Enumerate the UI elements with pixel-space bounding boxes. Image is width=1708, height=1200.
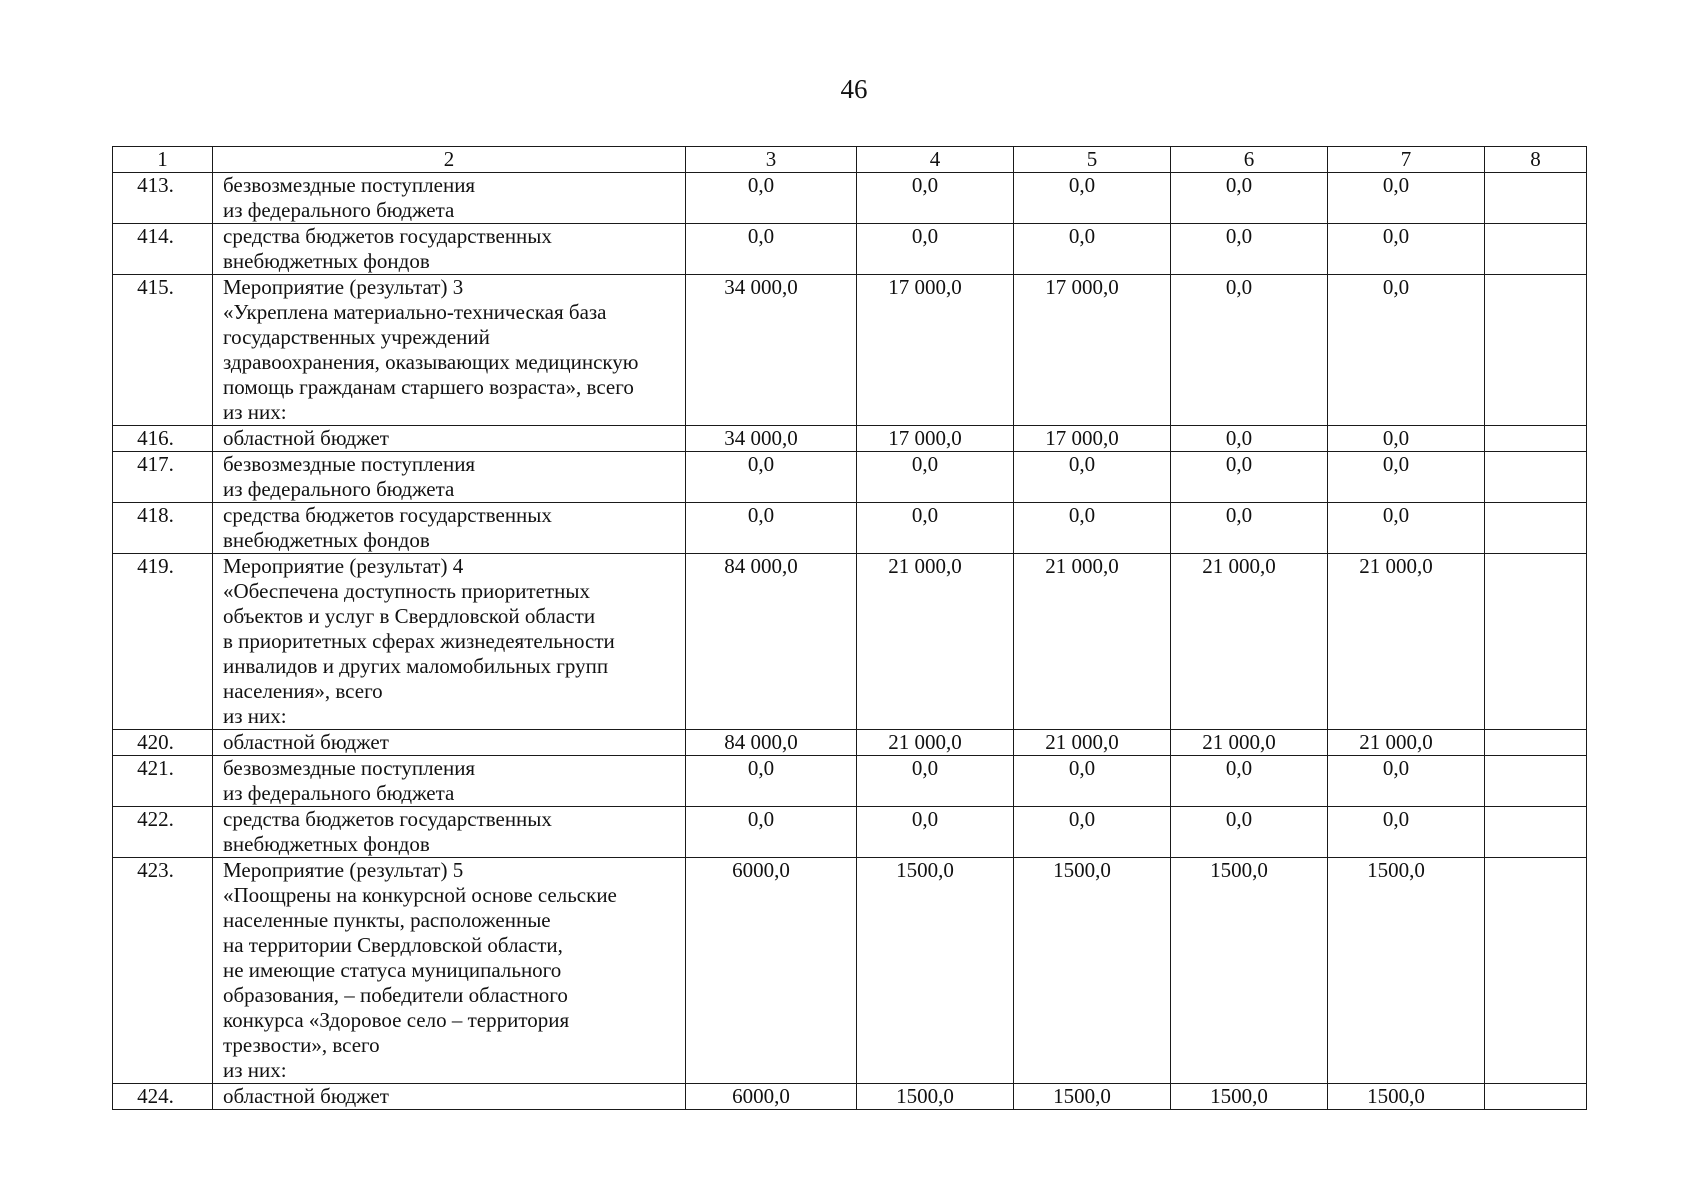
row-number: 419. xyxy=(113,554,213,730)
row-description: безвозмездные поступления из федерального бюджета xyxy=(213,173,686,224)
table-row xyxy=(113,554,1587,730)
value-cell-col-8 xyxy=(1485,730,1587,756)
value-cell-col-3: 0,0 xyxy=(686,173,857,224)
value-cell-col-6: 0,0 xyxy=(1171,426,1328,452)
value-cell-col-6: 0,0 xyxy=(1171,173,1328,224)
row-description: областной бюджет xyxy=(213,730,686,756)
table-row xyxy=(113,858,1587,1084)
table-row xyxy=(113,426,1587,452)
value-cell-col-7: 21 000,0 xyxy=(1328,730,1485,756)
value-cell-col-7: 0,0 xyxy=(1328,224,1485,275)
row-number: 424. xyxy=(113,1084,213,1110)
value-cell-col-4: 0,0 xyxy=(857,756,1014,807)
value-cell-col-6: 1500,0 xyxy=(1171,1084,1328,1110)
value-cell-col-7: 0,0 xyxy=(1328,452,1485,503)
value-cell-col-7: 0,0 xyxy=(1328,503,1485,554)
column-header-7: 7 xyxy=(1328,147,1485,173)
value-cell-col-8 xyxy=(1485,858,1587,1084)
value-cell-col-3: 34 000,0 xyxy=(686,275,857,426)
value-cell-col-5: 17 000,0 xyxy=(1014,426,1171,452)
column-header-1: 1 xyxy=(113,147,213,173)
value-cell-col-8 xyxy=(1485,503,1587,554)
column-header-2: 2 xyxy=(213,147,686,173)
value-cell-col-6: 0,0 xyxy=(1171,275,1328,426)
row-number: 416. xyxy=(113,426,213,452)
value-cell-col-3: 6000,0 xyxy=(686,1084,857,1110)
table-row xyxy=(113,807,1587,858)
value-cell-col-3: 0,0 xyxy=(686,503,857,554)
row-description: областной бюджет xyxy=(213,1084,686,1110)
row-number: 418. xyxy=(113,503,213,554)
value-cell-col-5: 0,0 xyxy=(1014,173,1171,224)
value-cell-col-3: 0,0 xyxy=(686,807,857,858)
value-cell-col-4: 0,0 xyxy=(857,503,1014,554)
row-number: 423. xyxy=(113,858,213,1084)
value-cell-col-6: 1500,0 xyxy=(1171,858,1328,1084)
value-cell-col-4: 0,0 xyxy=(857,173,1014,224)
column-header-8: 8 xyxy=(1485,147,1587,173)
value-cell-col-4: 21 000,0 xyxy=(857,554,1014,730)
table-row xyxy=(113,1084,1587,1110)
row-number: 421. xyxy=(113,756,213,807)
value-cell-col-8 xyxy=(1485,173,1587,224)
table-row xyxy=(113,173,1587,224)
value-cell-col-5: 21 000,0 xyxy=(1014,554,1171,730)
column-header-6: 6 xyxy=(1171,147,1328,173)
row-number: 413. xyxy=(113,173,213,224)
value-cell-col-4: 0,0 xyxy=(857,807,1014,858)
value-cell-col-3: 34 000,0 xyxy=(686,426,857,452)
value-cell-col-8 xyxy=(1485,224,1587,275)
value-cell-col-3: 0,0 xyxy=(686,224,857,275)
value-cell-col-5: 1500,0 xyxy=(1014,858,1171,1084)
value-cell-col-3: 84 000,0 xyxy=(686,554,857,730)
column-header-4: 4 xyxy=(857,147,1014,173)
row-description: средства бюджетов государственных внебюджетных фондов xyxy=(213,807,686,858)
value-cell-col-6: 21 000,0 xyxy=(1171,730,1328,756)
value-cell-col-4: 17 000,0 xyxy=(857,426,1014,452)
row-description: безвозмездные поступления из федерального бюджета xyxy=(213,452,686,503)
value-cell-col-7: 0,0 xyxy=(1328,173,1485,224)
value-cell-col-7: 0,0 xyxy=(1328,807,1485,858)
value-cell-col-5: 0,0 xyxy=(1014,756,1171,807)
table-body xyxy=(113,173,1587,1110)
value-cell-col-6: 0,0 xyxy=(1171,503,1328,554)
table-row xyxy=(113,756,1587,807)
value-cell-col-8 xyxy=(1485,756,1587,807)
column-header-5: 5 xyxy=(1014,147,1171,173)
value-cell-col-6: 0,0 xyxy=(1171,807,1328,858)
row-description: Мероприятие (результат) 3 «Укреплена материально-техническая база государственных учреждений здравоохранения, оказывающих медицинскую помощь гражданам старшего возраста», всего из них: xyxy=(213,275,686,426)
value-cell-col-5: 0,0 xyxy=(1014,503,1171,554)
value-cell-col-5: 0,0 xyxy=(1014,807,1171,858)
value-cell-col-5: 17 000,0 xyxy=(1014,275,1171,426)
row-description: безвозмездные поступления из федерального бюджета xyxy=(213,756,686,807)
value-cell-col-3: 0,0 xyxy=(686,452,857,503)
row-description: областной бюджет xyxy=(213,426,686,452)
row-number: 422. xyxy=(113,807,213,858)
row-number: 415. xyxy=(113,275,213,426)
value-cell-col-7: 1500,0 xyxy=(1328,858,1485,1084)
value-cell-col-7: 0,0 xyxy=(1328,275,1485,426)
table-row xyxy=(113,452,1587,503)
row-number: 417. xyxy=(113,452,213,503)
value-cell-col-4: 21 000,0 xyxy=(857,730,1014,756)
value-cell-col-3: 84 000,0 xyxy=(686,730,857,756)
page-number: 46 xyxy=(840,74,868,104)
value-cell-col-8 xyxy=(1485,275,1587,426)
table-row xyxy=(113,275,1587,426)
value-cell-col-8 xyxy=(1485,1084,1587,1110)
value-cell-col-4: 1500,0 xyxy=(857,858,1014,1084)
value-cell-col-3: 6000,0 xyxy=(686,858,857,1084)
row-description: Мероприятие (результат) 4 «Обеспечена доступность приоритетных объектов и услуг в Свердловской области в приоритетных сферах жизнедеятельности инвалидов и других маломобильных групп населения», всего из них: xyxy=(213,554,686,730)
value-cell-col-7: 0,0 xyxy=(1328,426,1485,452)
value-cell-col-8 xyxy=(1485,452,1587,503)
row-description: средства бюджетов государственных внебюджетных фондов xyxy=(213,224,686,275)
value-cell-col-5: 0,0 xyxy=(1014,224,1171,275)
value-cell-col-7: 1500,0 xyxy=(1328,1084,1485,1110)
value-cell-col-4: 0,0 xyxy=(857,224,1014,275)
row-number: 420. xyxy=(113,730,213,756)
table-header-row xyxy=(113,147,1587,173)
table-row xyxy=(113,224,1587,275)
value-cell-col-6: 0,0 xyxy=(1171,224,1328,275)
value-cell-col-4: 17 000,0 xyxy=(857,275,1014,426)
value-cell-col-4: 0,0 xyxy=(857,452,1014,503)
value-cell-col-4: 1500,0 xyxy=(857,1084,1014,1110)
value-cell-col-6: 21 000,0 xyxy=(1171,554,1328,730)
value-cell-col-6: 0,0 xyxy=(1171,756,1328,807)
value-cell-col-5: 21 000,0 xyxy=(1014,730,1171,756)
row-description: средства бюджетов государственных внебюджетных фондов xyxy=(213,503,686,554)
value-cell-col-8 xyxy=(1485,807,1587,858)
row-number: 414. xyxy=(113,224,213,275)
value-cell-col-3: 0,0 xyxy=(686,756,857,807)
row-description: Мероприятие (результат) 5 «Поощрены на конкурсной основе сельские населенные пункты, расположенные на территории Свердловской области, не имеющие статуса муниципального образования, – победители областного конкурса «Здоровое село – территория трезвости», всего из них: xyxy=(213,858,686,1084)
column-header-3: 3 xyxy=(686,147,857,173)
value-cell-col-7: 0,0 xyxy=(1328,756,1485,807)
table-row xyxy=(113,503,1587,554)
value-cell-col-7: 21 000,0 xyxy=(1328,554,1485,730)
table-row xyxy=(113,730,1587,756)
value-cell-col-5: 0,0 xyxy=(1014,452,1171,503)
value-cell-col-8 xyxy=(1485,426,1587,452)
budget-table xyxy=(112,146,1587,1110)
value-cell-col-5: 1500,0 xyxy=(1014,1084,1171,1110)
value-cell-col-8 xyxy=(1485,554,1587,730)
value-cell-col-6: 0,0 xyxy=(1171,452,1328,503)
